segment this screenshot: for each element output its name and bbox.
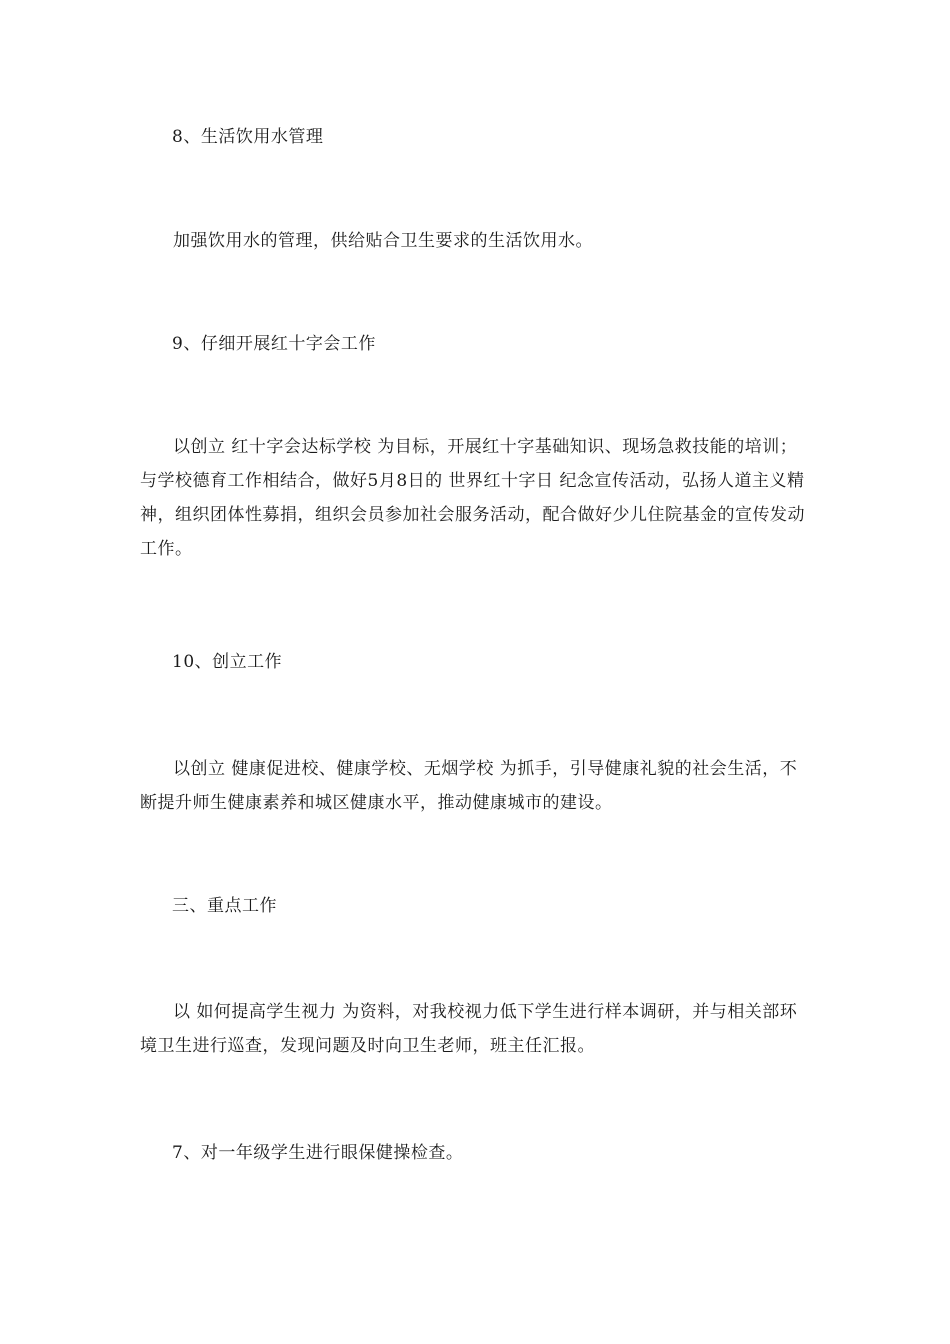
paragraph-red-cross: 以创立 红十字会达标学校 为目标，开展红十字基础知识、现场急救技能的培训；与学校德育工作相结合，做好5月8日的 世界红十字日 纪念宣传活动，弘扬人道主义精神，组织团体性募捐，组织会员参加社会服务活动，配合做好少儿住院基金的宣传发动工作。 xyxy=(140,437,805,559)
section-heading-eye-exercise: 7、对一年级学生进行眼保健操检查。 xyxy=(172,1143,464,1163)
paragraph-creation-work: 以创立 健康促进校、健康学校、无烟学校 为抓手，引导健康礼貌的社会生活，不断提升师生健康素养和城区健康水平，推动健康城市的建设。 xyxy=(140,759,798,813)
paragraph-drinking-water: 加强饮用水的管理，供给贴合卫生要求的生活饮用水。 xyxy=(173,231,593,251)
paragraph-key-work: 以 如何提高学生视力 为资料，对我校视力低下学生进行样本调研，并与相关部环境卫生进行巡查，发现问题及时向卫生老师，班主任汇报。 xyxy=(140,1002,798,1056)
section-heading-drinking-water: 8、生活饮用水管理 xyxy=(172,127,324,147)
section-heading-key-work: 三、重点工作 xyxy=(172,896,277,916)
section-heading-red-cross: 9、仔细开展红十字会工作 xyxy=(172,334,376,354)
section-heading-creation-work: 10、创立工作 xyxy=(172,652,283,672)
